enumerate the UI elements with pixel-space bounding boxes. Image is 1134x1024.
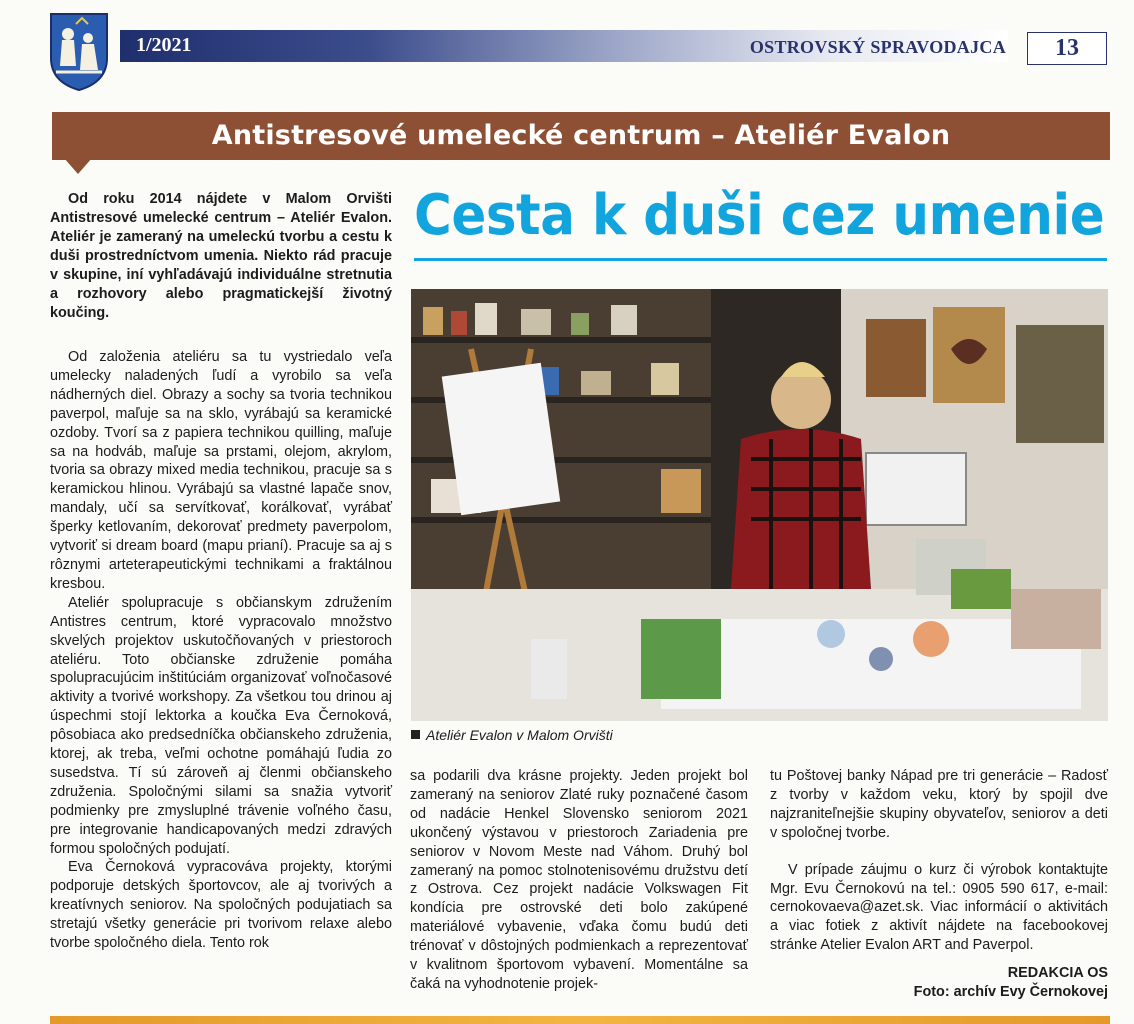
photo-credit: Foto: archív Evy Černokovej <box>913 984 1108 1000</box>
contact-paragraph: V prípade záujmu o kurz či výrobok kontaktujte Mgr. Evu Černokovú na tel.: 0905 590 617, e-mail: cernokovaeva@azet.sk. Viac informácií o aktivitách a viac fotiek z aktivít nájdete na facebookovej stránke Atelier Evalon ART and Paverpol. <box>770 861 1108 954</box>
editorial-signature: REDAKCIA OS <box>1007 965 1108 981</box>
headline-underline <box>414 258 1107 261</box>
paragraph: Eva Černoková vypracováva projekty, ktorými podporuje detských športovcov, ale aj tvorivých a kreatívnych seniorov. Na spoločných podujatiach sa stretajú všetky generácie pri tvorivom relaxe alebo tvorbe spoločného diela. Tento rok <box>50 859 392 952</box>
issue-number: 1/2021 <box>136 34 192 56</box>
caption-bullet-icon <box>411 730 420 739</box>
section-band-notch <box>64 158 92 174</box>
text-column-2 <box>410 767 748 994</box>
page-number: 13 <box>1027 32 1107 65</box>
paragraph: Ateliér spolupracuje s občianskym združením Antistres centrum, ktoré vypracovalo množstvo skvelých projektov uskutočňovaných v priestoroch ateliéru. Toto občianske združenie pomáha spolupracujúcim inštitúciám organizovať voľnočasové aktivity a tvorivé workshopy. Za všetkou tou drinou aj úspechmi stojí lektorka a koučka Eva Černoková, pôsobiaca ako predsedníčka občianskeho združenia, ktorej, ak treba, veľmi ochotne pomáhajú ľudia zo susedstva. Tí sú zároveň aj členmi občianskeho združenia. Spoločnými silami sa snažia vytvoriť podmienky pre zmysluplné trávenie voľného času, pre integrovanie handicapovaných medzi zdravých formou spoločných podujatí. <box>50 594 392 857</box>
text-column-1 <box>50 348 392 953</box>
text-column-3 <box>770 767 1108 955</box>
lead-paragraph: Od roku 2014 nájdete v Malom Orvišti Antistresové umelecké centrum – Ateliér Evalon. Ateliér je zameraný na umeleckú tvorbu a cestu k duši prostredníctvom umenia. Niekto rád pracuje v skupine, iní vyhľadávajú individuálne stretnutia a rozhovory alebo pragmatickejší životný koučing. <box>50 191 392 321</box>
footer-bar <box>50 1016 1110 1024</box>
coat-of-arms-icon <box>48 10 110 92</box>
caption-text: Ateliér Evalon v Malom Orvišti <box>426 727 613 743</box>
article-headline: Cesta k duši cez umenie <box>414 183 1105 248</box>
article-photo <box>411 289 1108 721</box>
section-title: Antistresové umelecké centrum – Ateliér Evalon <box>211 120 951 151</box>
article-lead <box>50 190 392 323</box>
paragraph: tu Poštovej banky Nápad pre tri generácie – Radosť z tvorby v každom veku, ktorý by spojil dve najzraniteľnejšie skupiny obyvateľov, seniorov a deti v spoločnej tvorbe. <box>770 768 1108 841</box>
article-signature <box>770 964 1108 1002</box>
paragraph: sa podarili dva krásne projekty. Jeden projekt bol zameraný na seniorov Zlaté ruky poznačené časom od nadácie Henkel Slovensko seniorom 2021 ukončený výstavou v priestoroch Zariadenia pre seniorov v Novom Meste nad Váhom. Druhý bol zameraný na pomoc stolnotenisovému družstvu detí z Ostrova. Cez projekt nadácie Volkswagen Fit kondícia pre ostrovské deti bolo zakúpené materiálové vybavenie, vďaka čomu budú deti trénovať v dôstojných podmienkach a reprezentovať v kvalitnom športovom vybavení. Momentálne sa čaká na vyhodnotenie projek- <box>410 768 748 992</box>
publication-name: OSTROVSKÝ SPRAVODAJCA <box>749 37 1006 57</box>
photo-caption <box>411 727 613 743</box>
paragraph: Od založenia ateliéru sa tu vystriedalo veľa umelecky naladených ľudí a vyrobilo sa veľa nádherných diel. Obrazy a sochy sa tvoria technikou paverpol, maľuje sa na sklo, vyrábajú sa keramické ozdoby. Tvorí sa z papiera technikou quilling, maľuje sa na hodváb, maľuje sa prstami, olejom, akrylom, tvoria sa obrazy mixed media technikou, pracuje sa s keramickou hlinou. Vyrábajú sa vlastné lapače snov, mandaly, učí sa servítkovať, korálkovať, vyrábať šperky ketlovaním, dekorovať predmety paverpolom, vytvoriť si dream board (mapu prianí). Pracuje sa aj s rôznymi arteterapeutickými technikami a fraktálnou kresbou. <box>50 349 392 592</box>
